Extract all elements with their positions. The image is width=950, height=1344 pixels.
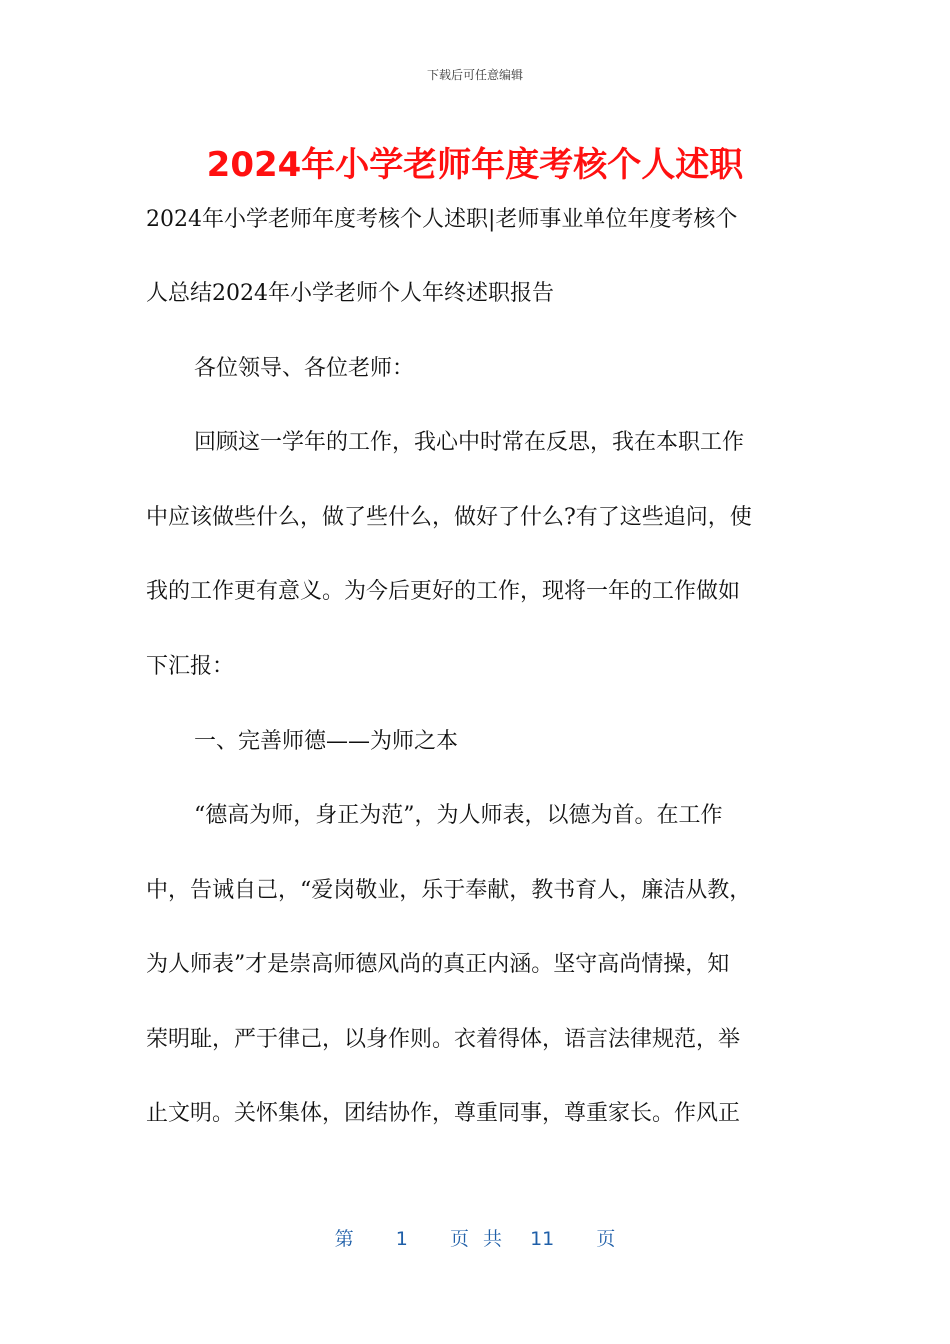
salutation-line: 各位领导、各位老师： — [194, 356, 415, 381]
body-line-9: “德高为师，身正为范”，为人师表，以德为首。在工作 — [194, 803, 723, 828]
body-line-5: 中应该做些什么，做了些什么，做好了什么?有了这些追问，使 — [146, 505, 752, 530]
body-line-13: 止文明。关怀集体，团结协作，尊重同事，尊重家长。作风正 — [146, 1101, 741, 1126]
body-line-11: 为人师表”才是崇高师德风尚的真正内涵。坚守高尚情操，知 — [146, 952, 730, 977]
body-line-2: 人总结2024年小学老师个人年终述职报告 — [146, 281, 554, 306]
page-number-footer — [0, 1224, 950, 1251]
section-heading: 一、完善师德——为师之本 — [194, 729, 459, 754]
body-line-10: 中，告诫自己，“爱岗敬业，乐于奉献，教书育人，廉洁从教， — [146, 878, 752, 903]
page-number-text: 第 1 页 共 11 页 — [334, 1228, 616, 1250]
body-line-4: 回顾这一学年的工作，我心中时常在反思，我在本职工作 — [194, 430, 745, 455]
body-line-1: 2024年小学老师年度考核个人述职|老师事业单位年度考核个 — [146, 207, 738, 232]
body-line-7: 下汇报： — [146, 654, 235, 679]
document-title: 2024年小学老师年度考核个人述职 — [206, 145, 744, 185]
body-line-12: 荣明耻，严于律己，以身作则。衣着得体，语言法律规范，举 — [146, 1027, 741, 1052]
body-line-6: 我的工作更有意义。为今后更好的工作，现将一年的工作做如 — [146, 579, 741, 604]
page-header-note: 下载后可任意编辑 — [426, 68, 523, 82]
